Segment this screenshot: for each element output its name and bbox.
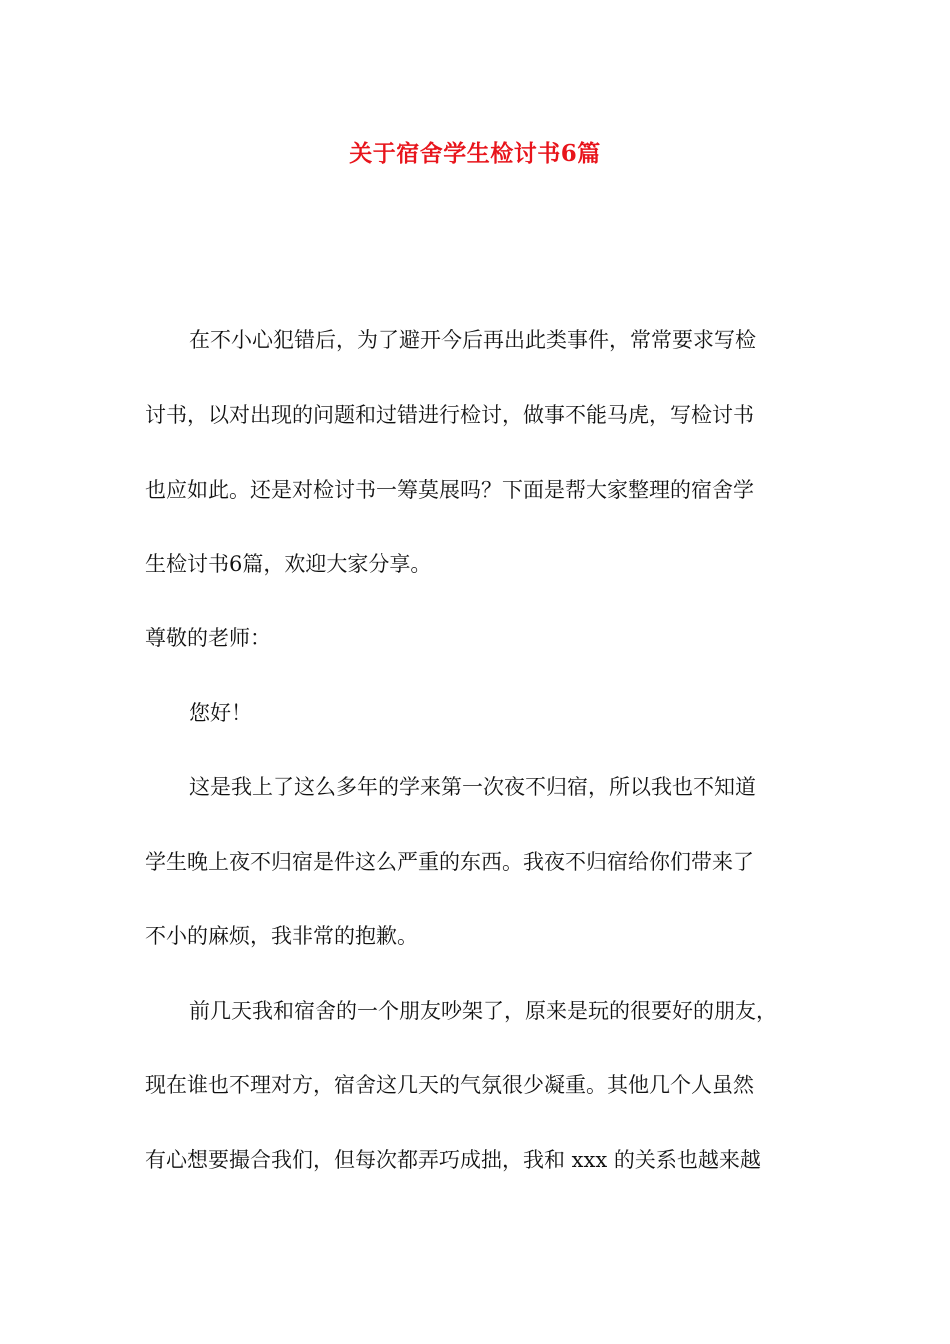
paragraph-line-10: 前几天我和宿舍的一个朋友吵架了，原来是玩的很要好的朋友， [189, 999, 777, 1023]
greeting: 您好！ [189, 701, 252, 725]
paragraph-line-7: 这是我上了这么多年的学来第一次夜不归宿，所以我也不知道 [189, 775, 756, 799]
paragraph-line-9: 不小的麻烦，我非常的抱歉。 [145, 924, 418, 948]
document-title: 关于宿舍学生检讨书6篇 [349, 140, 601, 167]
salutation: 尊敬的老师： [145, 626, 271, 650]
paragraph-line-12: 有心想要撮合我们，但每次都弄巧成拙，我和 xxx 的关系也越来越 [145, 1148, 761, 1172]
paragraph-line-1: 在不小心犯错后，为了避开今后再出此类事件，常常要求写检 [189, 328, 756, 352]
paragraph-line-11: 现在谁也不理对方，宿舍这几天的气氛很少凝重。其他几个人虽然 [145, 1073, 754, 1097]
paragraph-line-4: 生检讨书6篇，欢迎大家分享。 [145, 552, 432, 576]
paragraph-line-8: 学生晚上夜不归宿是件这么严重的东西。我夜不归宿给你们带来了 [145, 850, 754, 874]
paragraph-line-3: 也应如此。还是对检讨书一筹莫展吗？下面是帮大家整理的宿舍学 [145, 478, 754, 502]
paragraph-line-2: 讨书，以对出现的问题和过错进行检讨，做事不能马虎，写检讨书 [145, 403, 754, 427]
